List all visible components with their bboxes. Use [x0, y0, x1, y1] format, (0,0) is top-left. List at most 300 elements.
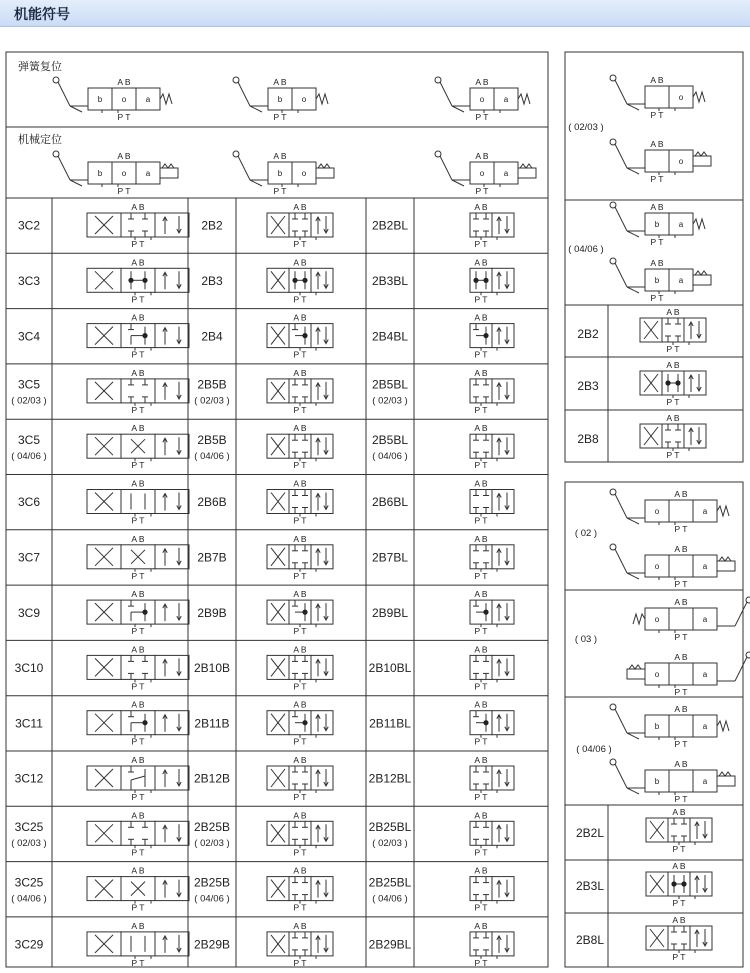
port-label-ab: A B — [474, 423, 488, 434]
port-label-ab: A B — [273, 77, 287, 87]
valve-symbol-3c — [87, 866, 189, 913]
code-2bl: 2B5BL — [371, 432, 409, 447]
port-label-pt: P T — [131, 792, 145, 802]
port-label-pt: P T — [131, 847, 145, 858]
port-label-ab: A B — [666, 413, 680, 423]
port-label-ab: A B — [131, 533, 145, 544]
valve-position-label: o — [121, 95, 127, 104]
valve-position-label: o — [654, 615, 660, 624]
table-row — [18, 550, 408, 564]
group-label-03: ( 03 ) — [574, 634, 598, 645]
port-label-pt: P T — [650, 237, 664, 247]
port-label-ab: A B — [474, 644, 488, 655]
right-valve-2b3 — [640, 360, 706, 407]
valve-symbol-2b — [267, 368, 333, 415]
right-lever-9 — [610, 704, 729, 749]
table-row — [11, 378, 408, 407]
table-row — [15, 716, 411, 730]
valve-symbol-2b — [267, 313, 333, 360]
right-valve-2b3l — [646, 861, 712, 908]
port-label-pt: P T — [474, 404, 488, 415]
code-3c: 3C25 — [14, 875, 44, 890]
code-2b: 2B7B — [197, 550, 227, 565]
port-label-pt: P T — [131, 515, 145, 526]
port-label-pt: P T — [674, 632, 688, 642]
page-title: 机能符号 — [14, 6, 70, 22]
port-label-ab: A B — [674, 759, 688, 769]
port-label-pt: P T — [131, 626, 145, 637]
lever-symbol-detent-3 — [435, 151, 536, 196]
valve-position-label: o — [479, 169, 485, 178]
right-valve-2b2 — [640, 307, 706, 354]
valve-symbol-3c — [87, 644, 189, 691]
valve-position-label: o — [301, 95, 307, 104]
valve-symbol-2b — [267, 700, 333, 747]
port-label-ab: A B — [674, 704, 688, 714]
valve-symbol-3c — [87, 257, 189, 304]
port-label-ab: A B — [674, 652, 688, 662]
right-valve-2b8 — [640, 413, 706, 460]
port-label-pt: P T — [131, 294, 145, 305]
port-label-ab: A B — [674, 544, 688, 554]
valve-position-label: o — [678, 157, 684, 166]
port-label-pt: P T — [293, 460, 307, 471]
valve-position-label: a — [678, 220, 684, 229]
code-3c: 3C10 — [14, 661, 44, 676]
valve-symbol-2bl — [470, 810, 514, 857]
code-2b: 2B6B — [197, 495, 227, 510]
port-label-ab: A B — [293, 202, 307, 212]
valve-symbol-2b — [267, 589, 333, 636]
code-2b: 2B9B — [197, 605, 227, 620]
valve-position-label: b — [654, 276, 660, 285]
valve-position-label: o — [301, 169, 307, 178]
valve-position-label: a — [702, 777, 708, 786]
table-row — [11, 875, 411, 904]
port-label-ab: A B — [131, 423, 145, 434]
port-label-ab: A B — [474, 312, 488, 323]
valve-position-label: a — [503, 169, 509, 178]
right-code-2b3: 2B3 — [577, 379, 599, 393]
port-label-ab: A B — [666, 307, 680, 317]
variant-label: ( 04/06 ) — [194, 893, 230, 905]
valve-symbol-3c — [87, 810, 189, 857]
port-label-ab: A B — [474, 810, 488, 821]
variant-label: ( 04/06 ) — [11, 893, 47, 905]
code-3c: 3C2 — [17, 218, 41, 233]
valve-symbol-3c — [87, 479, 189, 526]
port-label-ab: A B — [666, 360, 680, 370]
code-3c: 3C11 — [15, 716, 43, 731]
valve-symbol-2bl — [470, 479, 514, 526]
valve-symbol-2b — [267, 866, 333, 913]
valve-position-label: b — [654, 777, 660, 786]
port-label-ab: A B — [474, 478, 488, 489]
code-2b: 2B4 — [201, 329, 223, 344]
port-label-ab: A B — [131, 367, 145, 378]
variant-label: ( 02/03 ) — [372, 837, 408, 849]
valve-position-label: o — [678, 93, 684, 102]
valve-position-label: o — [654, 562, 660, 571]
table-row — [18, 329, 408, 343]
port-label-ab: A B — [474, 865, 488, 876]
code-2bl: 2B5BL — [371, 377, 409, 392]
valve-symbol-2bl — [470, 921, 514, 968]
valve-symbol-3c — [87, 202, 189, 249]
port-label-pt: P T — [672, 844, 686, 854]
port-label-pt: P T — [293, 349, 307, 360]
port-label-ab: A B — [293, 478, 307, 489]
code-2bl: 2B29BL — [368, 937, 412, 952]
port-label-ab: A B — [293, 644, 307, 655]
port-label-pt: P T — [131, 681, 145, 692]
port-label-pt: P T — [474, 736, 488, 747]
valve-position-label: a — [702, 615, 708, 624]
valve-position-label: a — [145, 95, 151, 104]
code-2bl: 2B25BL — [368, 875, 412, 890]
table-row — [18, 495, 408, 509]
right-code-2b3l: 2B3L — [575, 879, 605, 893]
valve-position-label: b — [654, 220, 660, 229]
port-label-pt: P T — [475, 186, 489, 196]
port-label-pt: P T — [666, 344, 680, 354]
valve-position-label: b — [97, 95, 103, 104]
code-3c: 3C5 — [17, 432, 41, 447]
valve-symbol-3c — [87, 313, 189, 360]
port-label-pt: P T — [650, 174, 664, 184]
port-label-pt: P T — [666, 450, 680, 460]
valve-symbol-2b — [267, 755, 333, 802]
port-label-pt: P T — [474, 626, 488, 637]
code-2bl: 2B12BL — [368, 771, 412, 786]
port-label-ab: A B — [293, 810, 307, 821]
group-label-02: ( 02 ) — [574, 528, 598, 539]
code-2b: 2B2 — [201, 218, 223, 233]
port-label-ab: A B — [474, 202, 488, 212]
port-label-ab: A B — [131, 644, 145, 655]
port-label-pt: P T — [293, 404, 307, 415]
code-2bl: 2B3BL — [371, 273, 409, 288]
valve-position-label: o — [479, 95, 485, 104]
section-label-spring: 弹簧复位 — [18, 61, 62, 73]
valve-position-label: a — [145, 169, 151, 178]
code-3c: 3C9 — [17, 605, 41, 620]
port-label-pt: P T — [293, 626, 307, 637]
port-label-pt: P T — [674, 739, 688, 749]
port-label-ab: A B — [293, 920, 307, 931]
valve-symbol-2b — [267, 921, 333, 968]
valve-symbol-3c — [87, 423, 189, 470]
port-label-ab: A B — [293, 257, 307, 268]
right-code-2b8: 2B8 — [577, 432, 599, 446]
port-label-ab: A B — [293, 589, 307, 600]
variant-label: ( 04/06 ) — [372, 450, 408, 462]
valve-position-label: a — [702, 670, 708, 679]
valve-symbol-2b — [267, 479, 333, 526]
table-row — [11, 820, 411, 849]
valve-position-label: b — [654, 722, 660, 731]
port-label-ab: A B — [131, 478, 145, 489]
port-label-ab: A B — [474, 589, 488, 600]
right-lever-5 — [610, 489, 729, 534]
port-label-ab: A B — [474, 699, 488, 710]
right-code-2b8l: 2B8L — [575, 933, 605, 947]
port-label-ab: A B — [131, 699, 145, 710]
variant-label: ( 02/03 ) — [11, 837, 47, 849]
code-2bl: 2B25BL — [368, 819, 412, 834]
variant-label: ( 04/06 ) — [372, 893, 408, 905]
group-label-0406: ( 04/06 ) — [568, 244, 604, 255]
port-label-pt: P T — [131, 460, 145, 471]
port-label-pt: P T — [131, 239, 145, 249]
port-label-ab: A B — [131, 312, 145, 323]
port-label-pt: P T — [474, 681, 488, 692]
valve-symbol-2bl — [470, 866, 514, 913]
port-label-ab: A B — [131, 865, 145, 876]
port-label-pt: P T — [672, 952, 686, 962]
valve-symbol-2b — [267, 644, 333, 691]
port-label-ab: A B — [293, 755, 307, 765]
port-label-pt: P T — [475, 112, 489, 122]
port-label-ab: A B — [131, 810, 145, 821]
table-row — [11, 433, 408, 462]
right-valve-2b2l — [646, 807, 712, 854]
port-label-pt: P T — [674, 579, 688, 589]
port-label-ab: A B — [293, 367, 307, 378]
port-label-pt: P T — [474, 792, 488, 802]
lever-symbol-spring-2 — [233, 77, 328, 122]
port-label-ab: A B — [273, 151, 287, 161]
port-label-ab: A B — [672, 915, 686, 925]
port-label-ab: A B — [293, 865, 307, 876]
port-label-pt: P T — [273, 112, 287, 122]
port-label-pt: P T — [131, 736, 145, 747]
table-row — [18, 274, 408, 288]
right-lever-8 — [627, 652, 750, 697]
port-label-ab: A B — [475, 151, 489, 161]
valve-position-label: a — [678, 276, 684, 285]
port-label-pt: P T — [474, 902, 488, 913]
right-lever-6 — [610, 544, 735, 589]
right-code-2b2l: 2B2L — [575, 826, 605, 840]
port-label-pt: P T — [674, 794, 688, 804]
valve-symbol-3c — [87, 534, 189, 581]
code-3c: 3C5 — [17, 377, 41, 392]
port-label-ab: A B — [131, 920, 145, 931]
code-2b: 2B5B — [197, 377, 227, 392]
port-label-ab: A B — [293, 423, 307, 434]
port-label-pt: P T — [650, 110, 664, 120]
port-label-ab: A B — [117, 77, 131, 87]
valve-symbol-2b — [267, 257, 333, 304]
port-label-pt: P T — [293, 570, 307, 581]
valve-position-label: a — [702, 507, 708, 516]
valve-position-label: b — [277, 169, 283, 178]
valve-position-label: a — [702, 562, 708, 571]
port-label-ab: A B — [650, 75, 664, 85]
code-2bl: 2B4BL — [371, 329, 409, 344]
valve-symbol-2bl — [470, 755, 514, 802]
code-3c: 3C7 — [17, 550, 41, 565]
lever-symbol-detent-1 — [53, 151, 178, 196]
code-3c: 3C4 — [17, 329, 41, 344]
valve-symbol-2bl — [470, 257, 514, 304]
section-label-detent: 机械定位 — [18, 134, 62, 146]
right-lever-7 — [633, 597, 750, 642]
code-2bl: 2B10BL — [368, 661, 412, 676]
valve-position-label: a — [503, 95, 509, 104]
port-label-pt: P T — [293, 294, 307, 305]
port-label-pt: P T — [650, 293, 664, 303]
right-lever-1 — [610, 75, 705, 120]
code-3c: 3C25 — [14, 819, 44, 834]
variant-label: ( 02/03 ) — [11, 395, 47, 407]
valve-symbol-2b — [267, 810, 333, 857]
valve-symbol-2bl — [470, 368, 514, 415]
code-3c: 3C12 — [14, 771, 44, 786]
code-2b: 2B5B — [197, 432, 227, 447]
port-label-pt: P T — [674, 524, 688, 534]
port-label-pt: P T — [293, 957, 307, 968]
code-2b: 2B12B — [193, 771, 231, 786]
table-row — [15, 772, 412, 786]
port-label-pt: P T — [474, 847, 488, 858]
table-row — [18, 219, 408, 233]
valve-position-label: b — [277, 95, 283, 104]
valve-symbol-3c — [87, 755, 189, 802]
code-2bl: 2B11BL — [369, 716, 411, 731]
port-label-ab: A B — [131, 202, 145, 212]
port-label-ab: A B — [672, 861, 686, 871]
port-label-pt: P T — [131, 902, 145, 913]
valve-symbol-3c — [87, 921, 189, 968]
port-label-ab: A B — [650, 139, 664, 149]
valve-symbol-2bl — [470, 700, 514, 747]
port-label-ab: A B — [474, 367, 488, 378]
port-label-ab: A B — [474, 533, 488, 544]
code-2b: 2B29B — [193, 937, 231, 952]
port-label-ab: A B — [293, 699, 307, 710]
variant-label: ( 02/03 ) — [372, 395, 408, 407]
variant-label: ( 02/03 ) — [194, 837, 230, 849]
port-label-ab: A B — [131, 589, 145, 600]
code-3c: 3C3 — [17, 273, 41, 288]
port-label-ab: A B — [117, 151, 131, 161]
right-lever-3 — [610, 202, 705, 247]
right-lever-10 — [610, 759, 735, 804]
port-label-pt: P T — [293, 681, 307, 692]
variant-label: ( 04/06 ) — [11, 450, 47, 462]
port-label-pt: P T — [293, 239, 307, 249]
code-2bl: 2B6BL — [371, 495, 409, 510]
port-label-pt: P T — [474, 515, 488, 526]
table-row — [18, 606, 408, 620]
table-row — [15, 938, 412, 952]
port-label-ab: A B — [674, 597, 688, 607]
port-label-ab: A B — [131, 257, 145, 268]
valve-symbol-3c — [87, 700, 189, 747]
variant-label: ( 02/03 ) — [194, 395, 230, 407]
table-row — [15, 661, 412, 675]
port-label-pt: P T — [674, 687, 688, 697]
port-label-ab: A B — [293, 533, 307, 544]
code-2b: 2B25B — [193, 819, 231, 834]
port-label-pt: P T — [131, 349, 145, 360]
port-label-pt: P T — [293, 515, 307, 526]
port-label-pt: P T — [474, 294, 488, 305]
port-label-pt: P T — [474, 349, 488, 360]
port-label-ab: A B — [672, 807, 686, 817]
valve-symbol-2bl — [470, 534, 514, 581]
port-label-pt: P T — [117, 186, 131, 196]
port-label-pt: P T — [474, 570, 488, 581]
valve-symbol-2b — [267, 423, 333, 470]
port-label-pt: P T — [474, 460, 488, 471]
code-2b: 2B11B — [194, 716, 230, 731]
valve-symbol-2bl — [470, 313, 514, 360]
lever-symbol-detent-2 — [233, 151, 334, 196]
right-lever-2 — [610, 139, 711, 184]
lever-symbol-spring-3 — [435, 77, 530, 122]
port-label-pt: P T — [293, 847, 307, 858]
valve-symbol-2b — [267, 534, 333, 581]
code-2b: 2B10B — [193, 661, 231, 676]
port-label-pt: P T — [666, 397, 680, 407]
port-label-pt: P T — [117, 112, 131, 122]
code-2b: 2B25B — [193, 875, 231, 890]
port-label-pt: P T — [131, 570, 145, 581]
port-label-pt: P T — [672, 898, 686, 908]
port-label-ab: A B — [474, 755, 488, 765]
port-label-ab: A B — [650, 202, 664, 212]
port-label-ab: A B — [674, 489, 688, 499]
valve-symbol-2bl — [470, 589, 514, 636]
valve-position-label: o — [654, 670, 660, 679]
port-label-pt: P T — [273, 186, 287, 196]
port-label-ab: A B — [131, 755, 145, 765]
port-label-pt: P T — [474, 239, 488, 249]
code-2bl: 2B2BL — [371, 218, 409, 233]
valve-position-label: o — [654, 507, 660, 516]
group-label-0406b: ( 04/06 ) — [576, 744, 612, 755]
code-2b: 2B3 — [201, 273, 223, 288]
valve-symbol-2bl — [470, 202, 514, 249]
port-label-pt: P T — [131, 957, 145, 968]
valve-position-label: a — [702, 722, 708, 731]
code-2bl: 2B7BL — [371, 550, 409, 565]
port-label-ab: A B — [474, 257, 488, 268]
right-valve-2b8l — [646, 915, 712, 962]
port-label-pt: P T — [293, 902, 307, 913]
lever-symbol-spring-1 — [53, 77, 172, 122]
right-code-2b2: 2B2 — [577, 327, 599, 341]
port-label-ab: A B — [475, 77, 489, 87]
port-label-pt: P T — [131, 404, 145, 415]
code-2bl: 2B9BL — [371, 605, 409, 620]
variant-label: ( 04/06 ) — [194, 450, 230, 462]
valve-position-label: b — [97, 169, 103, 178]
right-lever-4 — [610, 258, 711, 303]
valve-symbol-3c — [87, 368, 189, 415]
code-3c: 3C6 — [17, 495, 41, 510]
port-label-ab: A B — [650, 258, 664, 268]
port-label-pt: P T — [293, 736, 307, 747]
port-label-pt: P T — [474, 957, 488, 968]
group-label-0203: ( 02/03 ) — [568, 122, 604, 133]
port-label-ab: A B — [474, 920, 488, 931]
port-label-ab: A B — [293, 312, 307, 323]
port-label-pt: P T — [293, 792, 307, 802]
